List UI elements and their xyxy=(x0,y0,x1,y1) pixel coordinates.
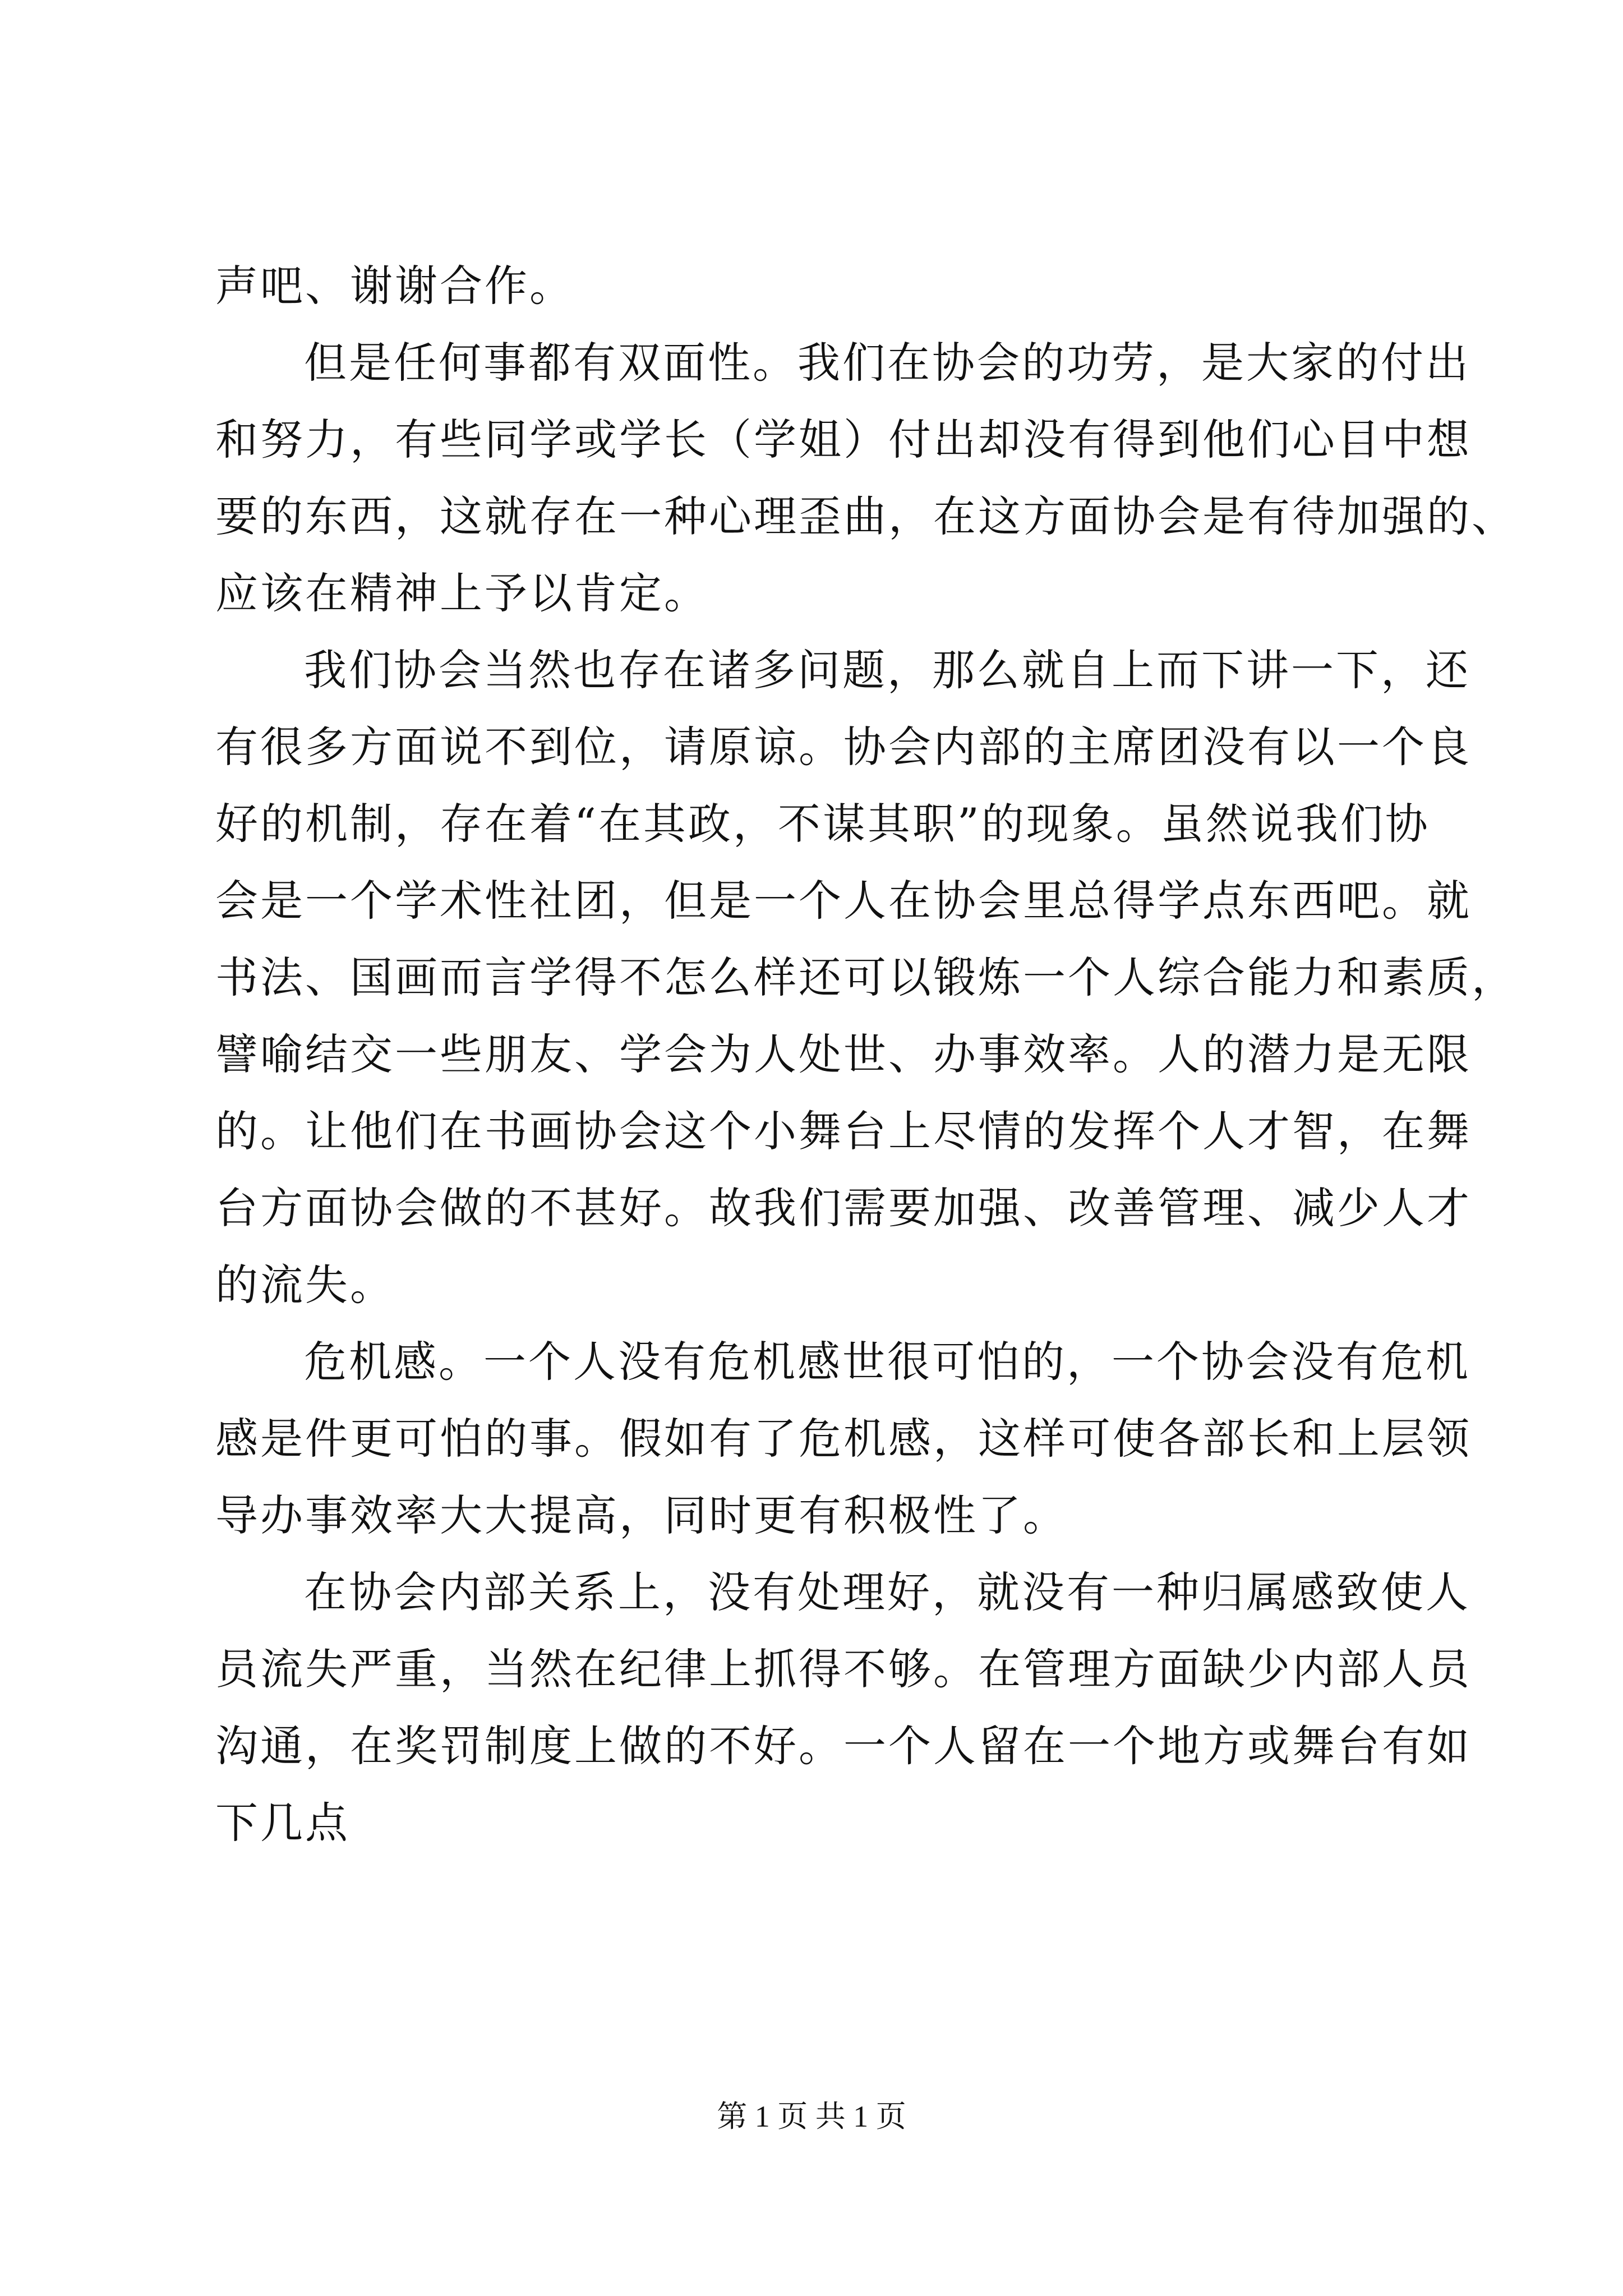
text-line: 应该在精神上予以肯定。 xyxy=(215,568,709,618)
text-line: 和努力，有些同学或学长（学姐）付出却没有得到他们心目中想 xyxy=(215,415,1472,464)
text-line: 下几点 xyxy=(215,1798,350,1848)
text-line: 员流失严重，当然在纪律上抓得不够。在管理方面缺少内部人员 xyxy=(215,1644,1472,1694)
text-line: 会是一个学术性社团，但是一个人在协会里总得学点东西吧。就 xyxy=(215,876,1472,926)
paragraph-first-line: 我们协会当然也存在诸多问题，那么就自上而下讲一下，还 xyxy=(304,645,1470,695)
text-line: 感是件更可怕的事。假如有了危机感，这样可使各部长和上层领 xyxy=(215,1414,1472,1464)
text-line: 的。让他们在书画协会这个小舞台上尽情的发挥个人才智，在舞 xyxy=(215,1106,1472,1156)
text-line: 沟通，在奖罚制度上做的不好。一个人留在一个地方或舞台有如 xyxy=(215,1721,1472,1771)
text-line: 台方面协会做的不甚好。故我们需要加强、改善管理、减少人才 xyxy=(215,1183,1472,1233)
text-line: 声吧、谢谢合作。 xyxy=(215,261,574,311)
paragraph-first-line: 危机感。一个人没有危机感世很可怕的，一个协会没有危机 xyxy=(304,1337,1470,1387)
text-line: 书法、国画而言学得不怎么样还可以锻炼一个人综合能力和素质， xyxy=(215,953,1516,1002)
text-line: 导办事效率大大提高，同时更有积极性了。 xyxy=(215,1490,1068,1540)
paragraph-first-line: 在协会内部关系上，没有处理好，就没有一种归属感致使人 xyxy=(304,1567,1470,1617)
paragraph-first-line: 但是任何事都有双面性。我们在协会的功劳，是大家的付出 xyxy=(304,338,1470,388)
text-line: 要的东西，这就存在一种心理歪曲，在这方面协会是有待加强的、 xyxy=(215,491,1516,541)
page-footer: 第 1 页 共 1 页 xyxy=(717,2100,906,2133)
text-line: 有很多方面说不到位，请原谅。协会内部的主席团没有以一个良 xyxy=(215,722,1472,772)
text-line: 好的机制，存在着“在其政，不谋其职”的现象。虽然说我们协 xyxy=(215,799,1430,849)
document-body xyxy=(215,258,1516,1872)
text-line: 的流失。 xyxy=(215,1260,395,1310)
text-line: 譬喻结交一些朋友、学会为人处世、办事效率。人的潜力是无限 xyxy=(215,1029,1472,1079)
